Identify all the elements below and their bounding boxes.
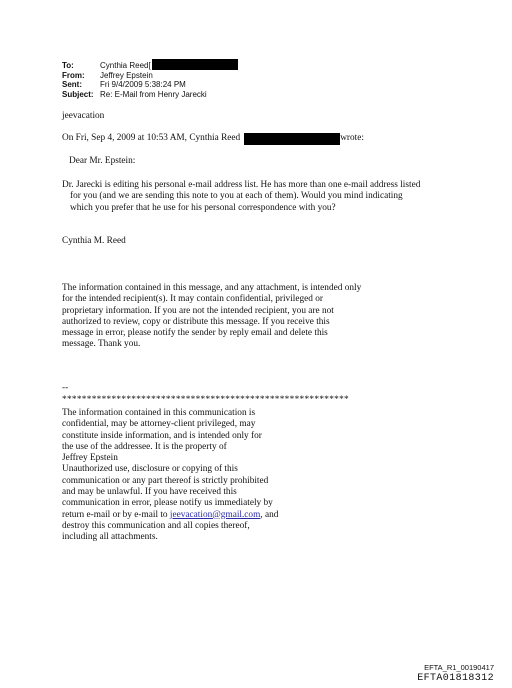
quote-intro-wrote: wrote: [340, 133, 364, 144]
return-text: return e-mail or by e-mail to [62, 509, 170, 520]
paragraph-line: for you (and we are sending this note to you at each of them). Would you mind indicating [70, 191, 403, 202]
subject-value: Re: E-Mail from Henry Jarecki [100, 89, 207, 99]
disclaimer-line: message. Thank you. [62, 339, 141, 350]
notice-line: The information contained in this communication is [62, 408, 256, 418]
notice-line: constitute inside information, and is intended only for [62, 430, 262, 441]
from-label: From: [62, 70, 85, 80]
from-value: Jeffrey Epstein [100, 70, 153, 80]
sent-label: Sent: [62, 80, 82, 90]
disclaimer-line: proprietary information. If you are not the intended recipient, you are not [62, 305, 334, 316]
signature-name: Cynthia M. Reed [62, 236, 126, 246]
disclaimer-line: message in error, please notify the sender by reply email and delete this [62, 328, 328, 339]
notice-line: including all attachments. [62, 532, 158, 543]
disclaimer-line: for the intended recipient(s). It may contain confidential, privileged or [62, 294, 323, 305]
notice-return-line [62, 510, 278, 521]
bates-id-large: EFTA01818312 [417, 673, 494, 684]
notice-line: destroy this communication and all copies thereof, [62, 520, 250, 531]
disclaimer-line: authorized to review, copy or distribute this message. If you receive this [62, 316, 330, 327]
notice-line: the use of the addressee. It is the property of [62, 441, 227, 452]
to-value: Cynthia Reed[ [100, 61, 151, 70]
sent-value: Fri 9/4/2009 5:38:24 PM [100, 80, 186, 90]
disclaimer-line: The information contained in this message, and any attachment, is intended only [62, 283, 362, 293]
header-sent-row [62, 80, 238, 90]
subject-label: Subject: [62, 89, 94, 99]
asterisk-divider: ********************************************************** [62, 395, 350, 405]
header-to-row [62, 61, 238, 71]
notice-line: Jeffrey Epstein [62, 453, 118, 464]
notice-line: communication in error, please notify us immediately by [62, 498, 273, 509]
quoted-paragraph [62, 180, 420, 214]
notice-line: communication or any part thereof is strictly prohibited [62, 475, 269, 486]
quote-intro-text: On Fri, Sep 4, 2009 at 10:53 AM, Cynthia Reed [62, 133, 241, 144]
return-text-end: , and [260, 509, 279, 520]
notice-line: confidential, may be attorney-client privileged, may [62, 419, 256, 430]
notice-line: Unauthorized use, disclosure or copying of this [62, 464, 238, 475]
signature-dashes: -- [62, 383, 69, 393]
notice-line: and may be unlawful. If you have received this [62, 487, 237, 498]
disclaimer-paragraph [62, 283, 361, 351]
quote-intro [62, 133, 364, 145]
confidentiality-notice [62, 408, 278, 544]
to-label: To: [62, 61, 74, 70]
redaction-bar [152, 59, 238, 70]
email-header [62, 61, 238, 99]
redaction-bar [244, 133, 340, 145]
greeting: Dear Mr. Epstein: [69, 156, 136, 166]
paragraph-line: Dr. Jarecki is editing his personal e-mail address list. He has more than one e-mail address listed [62, 180, 421, 190]
bates-id-small: EFTA_R1_00190417 [424, 663, 494, 672]
header-from-row [62, 71, 238, 81]
paragraph-line: which you prefer that he use for his personal correspondence with you? [70, 202, 336, 213]
reply-text: jeevacation [62, 111, 105, 121]
header-subject-row [62, 90, 238, 100]
email-link[interactable]: jeevacation@gmail.com [169, 509, 261, 520]
